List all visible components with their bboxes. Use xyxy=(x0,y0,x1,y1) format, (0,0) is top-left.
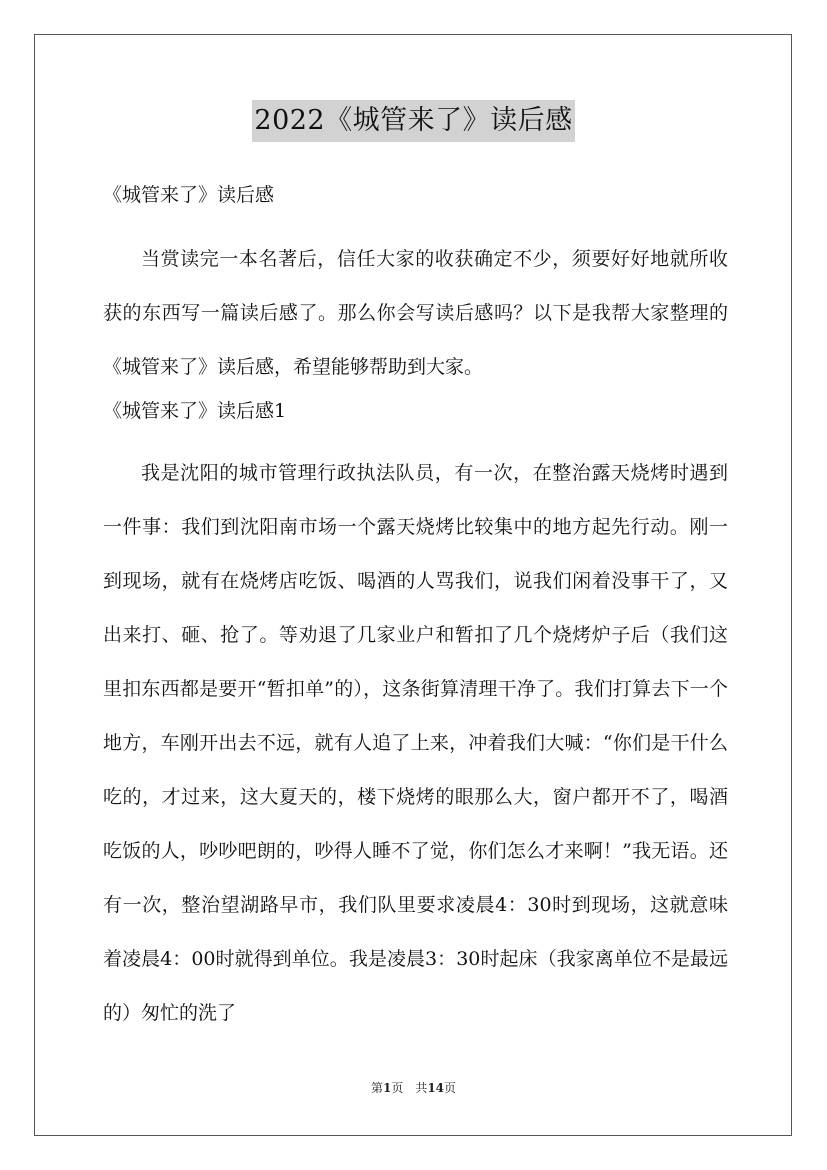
page-footer xyxy=(0,1080,827,1096)
document-title: 2022《城管来了》读后感 xyxy=(252,100,574,142)
section-heading: 《城管来了》读后感1 xyxy=(103,400,287,422)
body-paragraph: 我是沈阳的城市管理行政执法队员，有一次，在整治露天烧烤时遇到一件事：我们到沈阳南市场一个露天烧烤比较集中的地方起先行动。刚一到现场，就有在烧烤店吃饭、喝酒的人骂我们，说我们闲着没事干了，又出来打、砸、抢了。等劝退了几家业户和暂扣了几个烧烤炉子后（我们这里扣东西都是要开“暂扣单”的），这条街算清理干净了。我们打算去下一个地方，车刚开出去不远，就有人追了上来，冲着我们大喊：“你们是干什么吃的，才过来，这大夏天的，楼下烧烤的眼那么大，窗户都开不了，喝酒吃饭的人，吵吵吧朗的，吵得人睡不了觉，你们怎么才来啊！”我无语。还有一次，整治望湖路早市，我们队里要求凌晨4：30时到现场，这就意味着凌晨4：00时就得到单位。我是凌晨3：30时起床（我家离单位不是最远的）匆忙的洗了 xyxy=(103,462,728,1024)
title-container xyxy=(0,100,827,142)
intro-paragraph: 当赏读完一本名著后，信任大家的收获确定不少，须要好好地就所收获的东西写一篇读后感了。那么你会写读后感吗？以下是我帮大家整理的《城管来了》读后感，希望能够帮助到大家。 xyxy=(103,248,728,378)
footer-page-suffix: 页 xyxy=(444,1081,457,1095)
footer-page-mid: 页 共 xyxy=(391,1081,428,1095)
intro-block xyxy=(103,232,728,394)
document-subtitle: 《城管来了》读后感 xyxy=(103,184,275,206)
footer-page-current: 1 xyxy=(382,1081,392,1095)
document-body xyxy=(103,176,728,214)
section-heading-block xyxy=(103,392,728,430)
body-block xyxy=(103,446,728,1040)
footer-page-total: 14 xyxy=(427,1081,445,1095)
footer-page-prefix: 第 xyxy=(370,1081,383,1095)
